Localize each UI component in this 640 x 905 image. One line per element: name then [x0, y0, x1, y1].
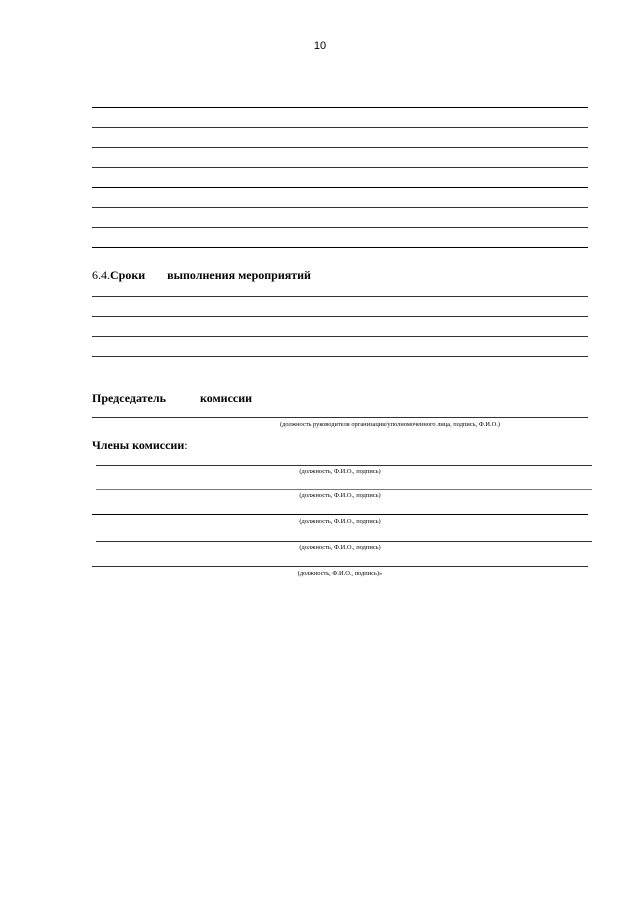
- section-heading: [92, 268, 311, 283]
- members-label-colon: :: [184, 438, 188, 452]
- blank-line: [92, 296, 588, 297]
- member-caption: (должность, Ф.И.О., подпись): [299, 518, 381, 525]
- members-label: [92, 438, 188, 453]
- member-caption: (должность, Ф.И.О., подпись): [299, 544, 381, 551]
- member-caption: (должность, Ф.И.О., подпись)»: [297, 570, 383, 577]
- member-caption: (должность, Ф.И.О., подпись): [299, 468, 381, 475]
- member-caption: (должность, Ф.И.О., подпись): [299, 492, 381, 499]
- member-signature-line: [92, 514, 588, 515]
- chairman-caption: (должность руководителя организации/уполномоченного лица, подпись, Ф.И.О.): [280, 421, 500, 428]
- blank-line: [92, 247, 588, 248]
- section-word-2: выполнения мероприятий: [167, 268, 311, 282]
- blank-line: [92, 107, 588, 108]
- member-signature-line: [96, 465, 592, 466]
- member-signature-line: [92, 566, 588, 567]
- section-number: 6.4.: [92, 268, 110, 282]
- blank-line: [92, 147, 588, 148]
- section-word-1: Сроки: [110, 268, 146, 282]
- member-signature-line: [96, 541, 592, 542]
- members-label-text: Члены комиссии: [92, 438, 185, 452]
- blank-line: [92, 336, 588, 337]
- blank-line: [92, 207, 588, 208]
- blank-line: [92, 127, 588, 128]
- page-number: 10: [313, 40, 327, 52]
- blank-line: [92, 356, 588, 357]
- member-signature-line: [96, 489, 592, 490]
- blank-line: [92, 227, 588, 228]
- blank-line: [92, 316, 588, 317]
- chairman-label: [92, 391, 252, 406]
- blank-line: [92, 187, 588, 188]
- chairman-signature-line: [92, 417, 588, 418]
- chairman-word-2: комиссии: [199, 391, 253, 405]
- blank-line: [92, 167, 588, 168]
- chairman-word-1: Председатель: [92, 391, 166, 405]
